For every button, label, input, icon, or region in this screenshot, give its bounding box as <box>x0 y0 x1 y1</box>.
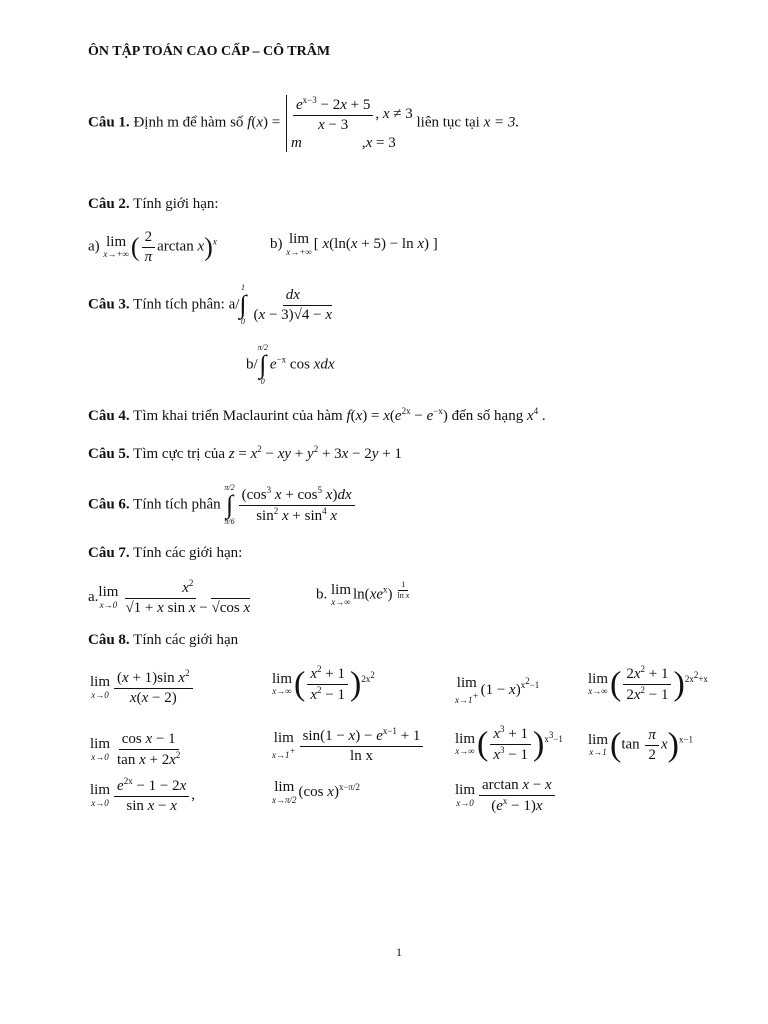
question-5: Câu 5. Tìm cực trị của $z = x^2$ − xy + $y^2 + 3x - 2y + 1$ <box>88 444 402 462</box>
question-4-tail: đến số hạng <box>451 408 524 424</box>
question-3a-label: a/ <box>228 296 240 313</box>
question-7b-label: b. <box>316 586 328 603</box>
limit-8-3: lim x→1+ $(1 - x)^{x^2-1}$ <box>455 675 540 705</box>
question-6-text: Tính tích phân <box>133 496 221 513</box>
question-7a: a. lim x→0 $\frac{x^2}{\text{√1 + x sin x − √cos x}}$ <box>88 578 251 616</box>
limit-8-5: lim x→0 $\frac{\text{cos x − 1}}{\tan x + 2x^2}$ <box>90 731 181 768</box>
limit-8-1: lim x→0 $\frac{(x + 1)\sin x^2}{x(x - 2)}$ <box>90 668 195 708</box>
question-7-label: Câu 7. <box>88 545 130 561</box>
question-2b-label: b) <box>270 236 283 253</box>
question-2 <box>88 196 219 213</box>
question-8-label: Câu 8. <box>88 632 130 648</box>
question-7b: b. lim x→∞ $\ln(xe^x)$ $^{\frac{1}{\text{ln x}}}$ <box>316 580 410 608</box>
question-2a: a) lim x→+∞ ( $\frac{2}{\pi}$ arctan x)$^x$ <box>88 229 217 265</box>
question-6: Câu 6. Tính tích phân π/2 ∫ π/6 $\frac{(\cos^3 x + \cos^5 x)dx}{\sin^2 x + \sin^4 x}$ <box>88 484 357 526</box>
question-2a-label: a) <box>88 238 100 255</box>
question-2-text: Tính giới hạn: <box>133 196 219 212</box>
piecewise-function: $\frac{e^{x-3} - 2x + 5}{x - 3}$ , x ≠ 3 m ,x = 3 <box>286 95 413 152</box>
question-7 <box>88 545 242 562</box>
page-number: 1 <box>396 945 402 959</box>
limit-8-6: lim x→1+ $\frac{\sin(1 - x) - e^{x-1} + 1}{\text{ln x}}$ <box>272 726 425 766</box>
page-title: ÔN TẬP TOÁN CAO CẤP – CÔ TRÂM <box>88 44 331 59</box>
question-2-label: Câu 2. <box>88 196 130 212</box>
question-3-label: Câu 3. <box>88 296 130 313</box>
question-1-label: Câu 1. <box>88 114 130 131</box>
question-3b: b/ π/2 ∫ 0 $e^{-x}$ cos xdx <box>246 343 335 386</box>
question-8-text: Tính các giới hạn <box>133 632 239 648</box>
question-4-label: Câu 4. <box>88 408 130 424</box>
question-1-point: x = 3. <box>483 114 520 131</box>
limit-8-10: lim x→π/2 (cos x)$^{x-\pi/2}$ <box>272 779 361 805</box>
question-1-text: Định m để hàm số <box>133 114 244 131</box>
question-1: Câu 1. Định m để hàm số f(x) = $\frac{e^{x-3} - 2x + 5}{x - 3}$ , x ≠ 3 m ,x = 3 liên tục tại x = 3. <box>88 95 520 151</box>
question-4-text: Tìm khai triển Maclaurint của hàm <box>133 408 343 424</box>
limit-8-11: lim x→0 $\frac{\text{arctan x − x}}{(e^x - 1)x}$ <box>455 776 557 816</box>
question-3b-label: b/ <box>246 356 258 373</box>
question-1-tail: liên tục tại <box>416 114 480 131</box>
question-3-text: Tính tích phân: <box>133 296 225 313</box>
question-6-label: Câu 6. <box>88 496 130 513</box>
question-8 <box>88 632 238 649</box>
limit-8-2: lim x→∞ ( $\frac{x^2 + 1}{x^2 - 1}$ )$^{2x^2}$ <box>272 664 375 703</box>
question-7a-label: a. <box>88 589 99 606</box>
question-4: Câu 4. Tìm khai triển Maclaurint của hàm $f(x) = x(e^{2x} - e^{-x})$ đến số hạng $x^4$ . <box>88 406 546 424</box>
limit-8-7: lim x→∞ ( $\frac{x^3 + 1}{x^3 - 1}$ )$^{x^3-1}$ <box>455 724 563 763</box>
question-5-label: Câu 5. <box>88 446 130 462</box>
question-5-text: Tìm cực trị của <box>133 446 226 462</box>
question-7-text: Tính các giới hạn: <box>133 545 243 561</box>
limit-8-8: lim x→1 (tan $\frac{\pi}{2}$ x)$^{x-1}$ <box>588 726 694 764</box>
limit-8-9: lim x→0 $\frac{e^{2x} - 1 - 2x}{\text{sin x − x}}$ , <box>90 776 196 814</box>
limit-8-4: lim x→∞ ( $\frac{2x^2 + 1}{2x^2 - 1}$ )$^{2x^2+x}$ <box>588 664 708 703</box>
question-3: Câu 3. Tính tích phân: a/ 1 ∫ 0 $\frac{dx}{(x - 3)√4 - x}$ <box>88 283 333 326</box>
question-2b: b) lim x→+∞ [ x(ln(x + 5) − ln x) ] <box>270 231 438 257</box>
